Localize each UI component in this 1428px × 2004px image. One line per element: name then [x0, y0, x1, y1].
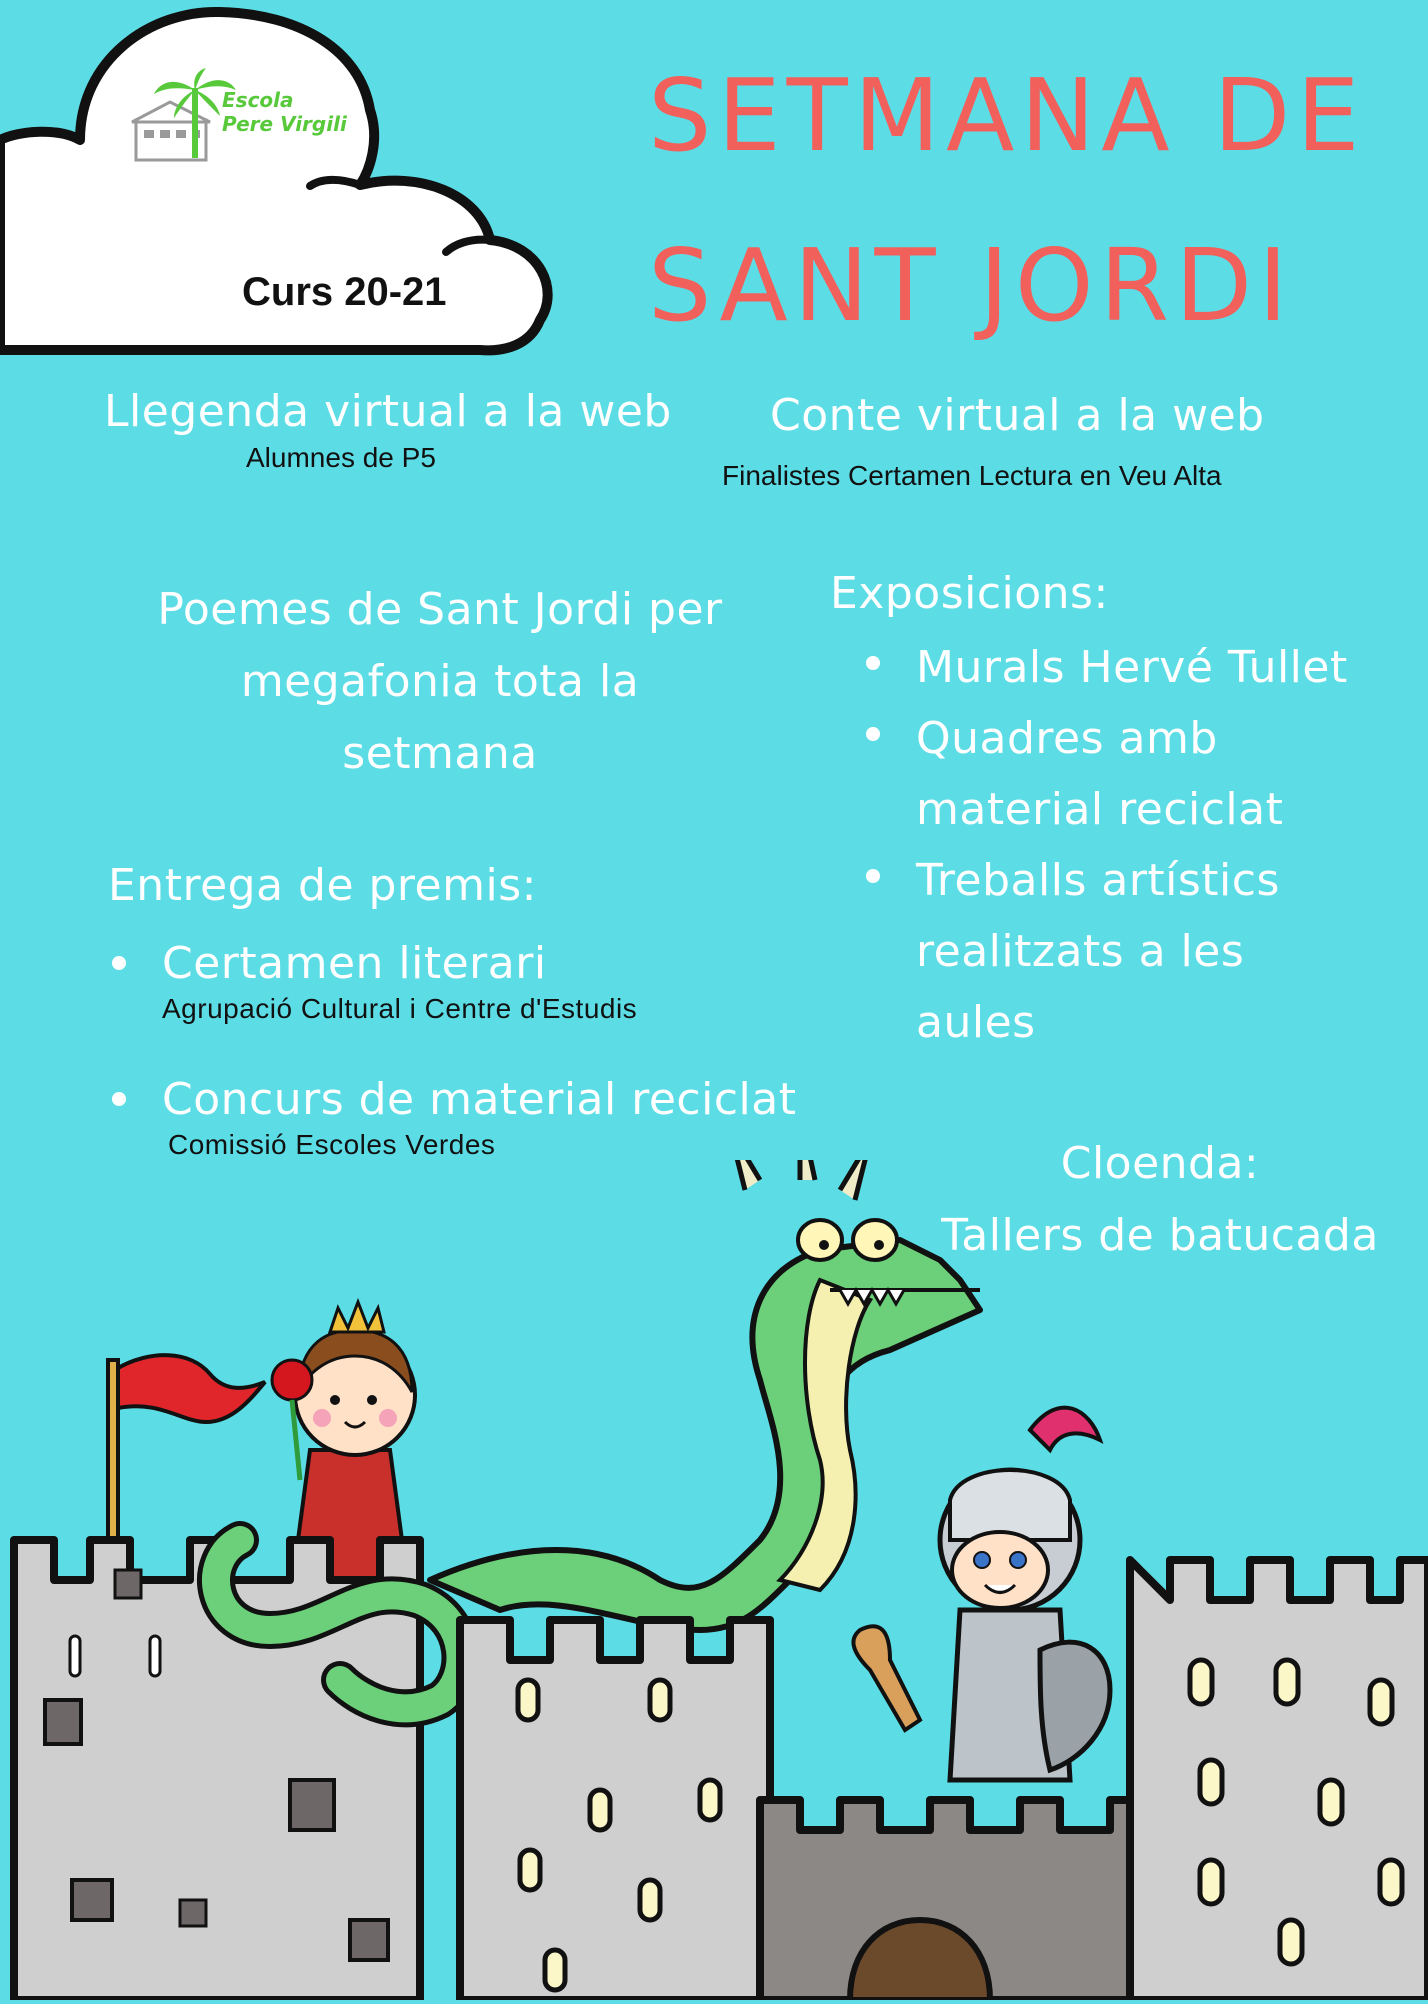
exhibition-label: realitzats a les	[916, 926, 1245, 977]
course-label: Curs 20-21	[242, 270, 447, 314]
knight-icon	[853, 1408, 1110, 1780]
exhibition-label: Quadres amb	[916, 713, 1218, 764]
tale-sub: Finalistes Certamen Lectura en Veu Alta	[722, 460, 1222, 491]
logo-text	[222, 88, 347, 136]
shield-icon	[1040, 1642, 1110, 1770]
exhibitions-heading: Exposicions:	[830, 568, 1109, 619]
award-label: Certamen literari	[162, 938, 547, 989]
award-label: Concurs de material reciclat	[162, 1074, 797, 1125]
awards-list	[106, 932, 796, 1162]
page-title-line-1: SETMANA DE	[648, 57, 1366, 174]
list-item	[106, 1068, 796, 1162]
tale-heading: Conte virtual a la web	[770, 390, 1265, 441]
poems-block	[150, 574, 730, 790]
closing-heading: Cloenda:	[1060, 1138, 1260, 1189]
list-item	[106, 932, 796, 1026]
awards-heading: Entrega de premis:	[108, 860, 537, 911]
school-logo	[130, 68, 360, 168]
list-item	[860, 703, 1348, 845]
exhibition-label: Treballs artístics	[916, 855, 1280, 906]
exhibition-label: aules	[916, 997, 1036, 1048]
poems-line-1: Poemes de Sant Jordi per	[157, 584, 723, 635]
exhibition-label: material reciclat	[916, 784, 1284, 835]
logo-line-2: Pere Virgili	[222, 112, 347, 136]
legend-sub: Alumnes de P5	[246, 442, 436, 473]
poems-line-2: megafonia tota la setmana	[240, 656, 640, 779]
award-sub: Agrupació Cultural i Centre d'Estudis	[162, 993, 638, 1024]
award-sub: Comissió Escoles Verdes	[168, 1129, 496, 1160]
logo-line-1: Escola	[222, 88, 294, 112]
rose-icon	[272, 1360, 312, 1400]
page-title-line-2: SANT JORDI	[648, 227, 1294, 344]
exhibition-label: Murals Hervé Tullet	[916, 642, 1348, 693]
flag-icon	[118, 1355, 265, 1422]
middle-tower-icon	[460, 1620, 770, 2000]
castle-illustration	[0, 1160, 1428, 2000]
legend-heading: Llegenda virtual a la web	[104, 386, 672, 437]
exhibitions-list	[860, 632, 1348, 1058]
list-item	[860, 845, 1348, 1058]
sword-icon	[853, 1626, 920, 1730]
castle-scene-icon	[0, 1160, 1428, 2000]
closing-text: Tallers de batucada	[941, 1210, 1379, 1261]
list-item	[860, 632, 1348, 703]
